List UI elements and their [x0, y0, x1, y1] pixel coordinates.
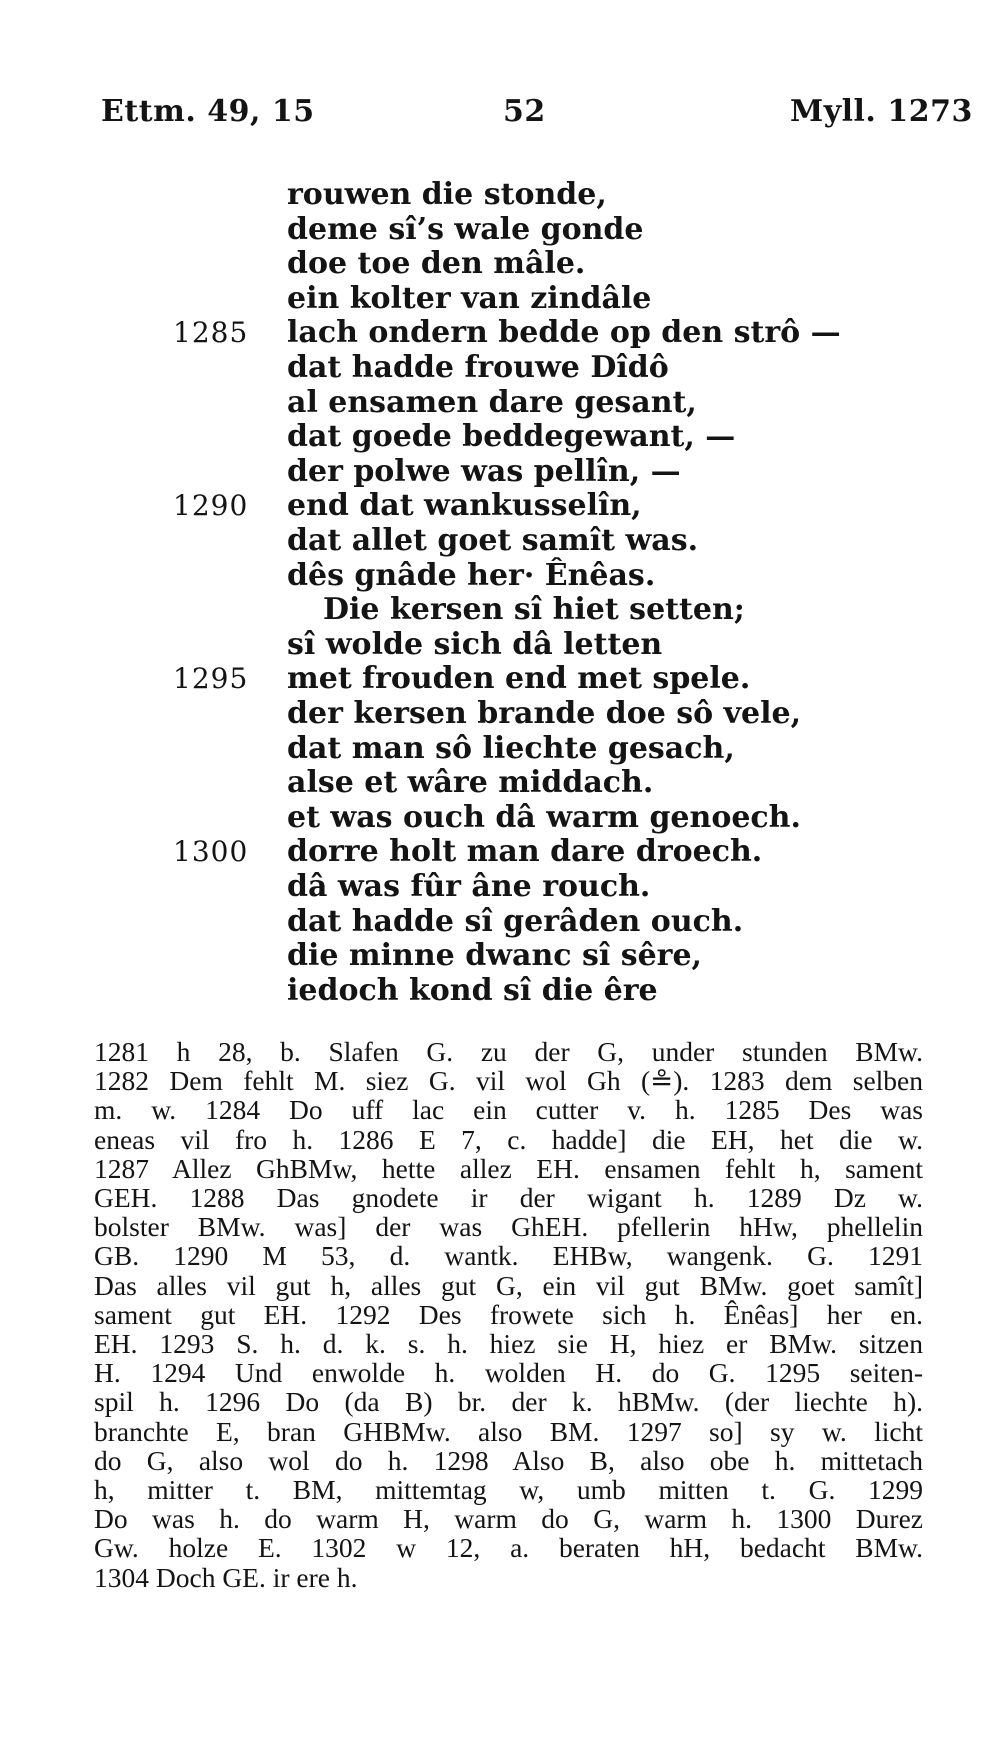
poem-line: al ensamen dare gesant, — [287, 385, 697, 420]
apparatus-line: spil h. 1296 Do (da B) br. der k. hBMw. (der liechte h). — [94, 1386, 923, 1418]
apparatus-line: GEH. 1288 Das gnodete ir der wigant h. 1289 Dz w. — [94, 1182, 923, 1214]
page-number: 52 — [503, 94, 546, 129]
apparatus-line: GB. 1290 M 53, d. wantk. EHBw, wangenk. G. 1291 — [94, 1240, 923, 1272]
poem-line: dorre holt man dare droech. — [287, 834, 763, 869]
apparatus-line: bolster BMw. was] der was GhEH. pfellerin hHw, phellelin — [94, 1211, 923, 1243]
apparatus-line: 1282 Dem fehlt M. siez G. vil wol Gh (≗). 1283 dem selben — [94, 1065, 923, 1097]
poem-line: der polwe was pellîn, — — [287, 454, 681, 489]
apparatus-line: Do was h. do warm H, warm do G, warm h. 1300 Durez — [94, 1503, 923, 1535]
poem-line: dâ was fûr âne rouch. — [287, 869, 651, 904]
poem-line: dat hadde frouwe Dîdô — [287, 350, 669, 385]
header-right-reference: Myll. 1273 — [790, 94, 973, 129]
poem-line: ein kolter van zindâle — [287, 281, 652, 316]
apparatus-line: 1287 Allez GhBMw, hette allez EH. ensamen fehlt h, sament — [94, 1152, 923, 1184]
apparatus-line: branchte E, bran GHBMw. also BM. 1297 so] sy w. licht — [94, 1415, 923, 1447]
poem-line: Die kersen sî hiet setten; — [323, 592, 745, 627]
apparatus-line: H. 1294 Und enwolde h. wolden H. do G. 1295 seiten- — [94, 1357, 923, 1389]
poem-line: met frouden end met spele. — [287, 661, 751, 696]
apparatus-line: h, mitter t. BM, mittemtag w, umb mitten t. G. 1299 — [94, 1474, 923, 1506]
apparatus-line: Gw. holze E. 1302 w 12, a. beraten hH, bedacht BMw. — [94, 1532, 923, 1564]
poem-line: rouwen die stonde, — [287, 177, 607, 212]
apparatus-line: eneas vil fro h. 1286 E 7, c. hadde] die EH, het die w. — [94, 1123, 923, 1155]
poem-line: sî wolde sich dâ letten — [287, 627, 663, 662]
poem-line: alse et wâre middach. — [287, 765, 654, 800]
critical-apparatus — [94, 1037, 923, 1592]
line-number: 1285 — [173, 316, 249, 349]
header-left-reference: Ettm. 49, 15 — [101, 94, 315, 129]
apparatus-line: m. w. 1284 Do uff lac ein cutter v. h. 1285 Des was — [94, 1094, 923, 1126]
poem-line: dat man sô liechte gesach, — [287, 731, 735, 766]
apparatus-line: 1281 h 28, b. Slafen G. zu der G, under stunden BMw. — [94, 1036, 923, 1067]
apparatus-line: Das alles vil gut h, alles gut G, ein vil gut BMw. goet samît] — [94, 1269, 923, 1301]
poem-line: der kersen brande doe sô vele, — [287, 696, 802, 731]
apparatus-line: do G, also wol do h. 1298 Also B, also obe h. mittetach — [94, 1444, 923, 1476]
apparatus-line: EH. 1293 S. h. d. k. s. h. hiez sie H, hiez er BMw. sitzen — [94, 1328, 923, 1360]
poem-line: doe toe den mâle. — [287, 246, 586, 281]
poem-line: dês gnâde her· Ênêas. — [287, 558, 656, 593]
poem-line: end dat wankusselîn, — [287, 488, 642, 523]
poem-line: et was ouch dâ warm genoech. — [287, 800, 801, 835]
poem-line: dat hadde sî gerâden ouch. — [287, 904, 744, 939]
poem-line: die minne dwanc sî sêre, — [287, 938, 703, 973]
poem-line: lach ondern bedde op den strô — — [287, 315, 841, 350]
poem-line: dat goede beddegewant, — — [287, 419, 736, 454]
line-number: 1300 — [173, 835, 249, 868]
line-number: 1295 — [173, 662, 249, 695]
apparatus-line: 1304 Doch GE. ir ere h. — [94, 1561, 358, 1593]
apparatus-line: sament gut EH. 1292 Des frowete sich h. Ênêas] her en. — [94, 1298, 923, 1330]
line-number: 1290 — [173, 489, 249, 522]
poem-line: dat allet goet samît was. — [287, 523, 699, 558]
poem-line: iedoch kond sî die êre — [287, 973, 658, 1008]
poem-line: deme sî’s wale gonde — [287, 212, 644, 247]
